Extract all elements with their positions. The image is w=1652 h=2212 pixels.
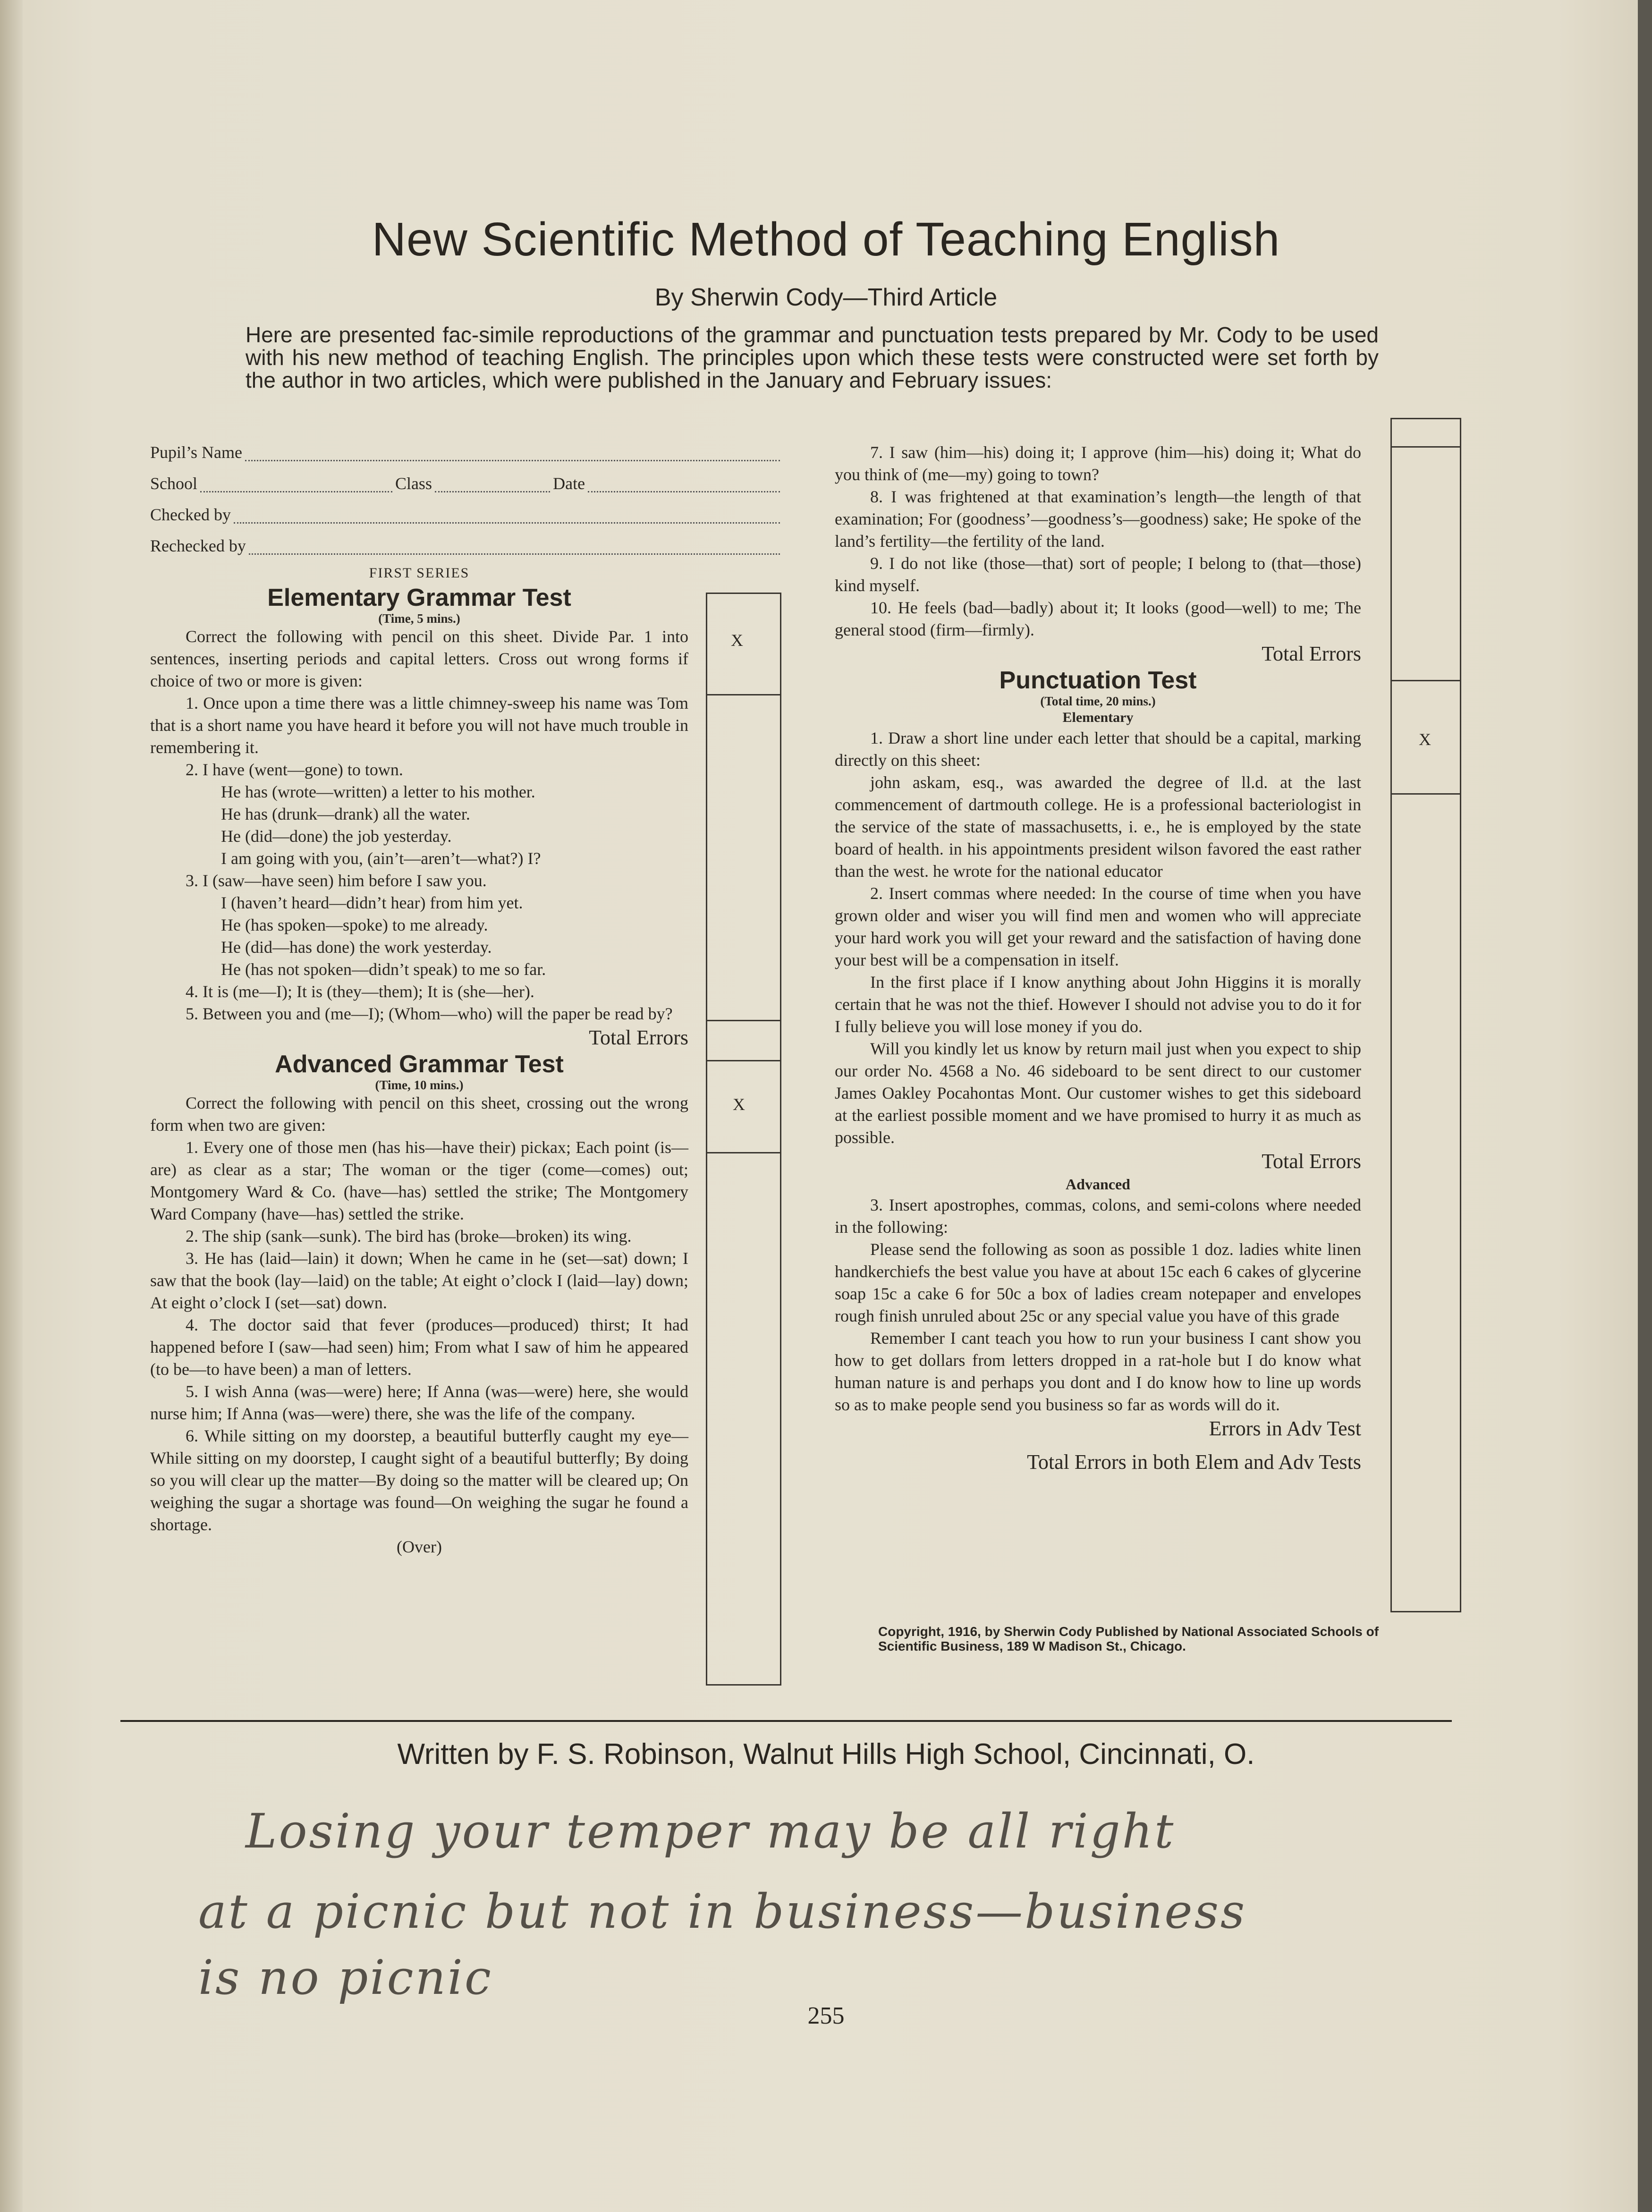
left-score-column [706,593,781,1686]
advanced-q6: 6. While sitting on my doorstep, a beautiful butterfly caught my eye—While sitting on my doorstep, I caught sight of a beautiful butterfly; By doing so you will clear up the matter—By doing so the matter will be cleared up; On weighing the sugar a shortage was found—On weighing the sugar he found a shortage. [150,1426,688,1534]
punctuation-elementary-label: Elementary [1062,710,1134,725]
score-divider [1390,680,1461,681]
binding-fold [0,0,23,2212]
right-score-column [1390,418,1461,1612]
school-label: School [150,474,198,493]
advanced-q5: 5. I wish Anna (was—were) here; If Anna (was—were) here, she would nurse him; If Anna (was—were) there, she was the life of the company. [150,1382,688,1423]
left-column [150,562,688,1558]
punctuation-q1: 1. Draw a short line under each letter that should be a capital, marking directly on this sheet: [835,729,1361,770]
advanced-time: (Time, 10 mins.) [375,1078,464,1092]
pupil-name-field[interactable] [150,437,783,468]
page-number: 255 [807,2002,845,2029]
punctuation-q3: 3. Insert apostrophes, commas, colons, and semi-colons where needed in the following: [835,1195,1361,1237]
article-title: New Scientific Method of Teaching English [372,213,1280,266]
advanced-total-errors: Total Errors [1262,642,1361,665]
score-divider [1390,793,1461,795]
advanced-q4: 4. The doctor said that fever (produces—produced) thirst; It had happened before I (saw—had seen) him; From what I saw of him he appeared (to be—to have been) a man of letters. [150,1315,688,1379]
school-field[interactable] [150,468,783,499]
elementary-q2a: 2. I have (went—gone) to town. [186,760,403,779]
checked-label: Checked by [150,505,231,524]
advanced-q7: 7. I saw (him—his) doing it; I approve (him—his) doing it; What do you think of (me—my) going to town? [835,443,1361,484]
punctuation-q2-para2: In the first place if I know anything about John Higgins it is morally certain that he was not the thief. However I should not advise you to do it for I fully believe you will lose money if you do. [835,973,1361,1036]
advanced-instructions: Correct the following with pencil on this sheet, crossing out the wrong form when two are given: [150,1093,688,1135]
article-intro: Here are presented fac-simile reproductions of the grammar and punctuation tests prepared by Mr. Cody to be used with his new method of teaching English. The principles upon which these tests were constructed were set forth by the author in two articles, which were published in the January and February issues: [246,322,1379,392]
rechecked-label: Rechecked by [150,536,246,555]
advanced-q8: 8. I was frightened at that examination’s length—the length of that examination; For (goodness’—goodness’s—goodness) sake; He spoke of the land’s fertility—the fertility of the land. [835,487,1361,551]
score-divider [706,1020,781,1021]
elementary-q2d: He (did—done) the job yesterday. [221,827,452,846]
total-errors-both: Total Errors in both Elem and Adv Tests [1027,1450,1361,1474]
score-divider [1390,446,1461,448]
punctuation-q2-para3: Will you kindly let us know by return mail just when you expect to ship our order No. 4568 a No. 46 sideboard to be sent direct to our customer James Oakley Pocahontas Mont. Our customer wishes to get this sideboard at the earliest possible moment and we have promised to hurry it as much as possible. [835,1039,1361,1147]
punctuation-q2: 2. Insert commas where needed: In the course of time when you have grown older and wiser you will find men and women who will appreciate your hard work you will get your reward and the satisfaction of having done your best will be a compensation in itself. [835,884,1361,969]
checked-field[interactable] [150,499,783,530]
punctuation-q1-text: john askam, esq., was awarded the degree of ll.d. at the last commencement of dartmouth college. He is a professional bacteriologist in the service of the state of massachusetts, i. e., he is employed by the state board of health. in his appointments president wilson favored the east rather than the west. he wrote for the national educator [835,773,1361,881]
x-mark: X [731,631,743,650]
x-mark: X [733,1095,745,1114]
over-label: (Over) [397,1537,442,1556]
elementary-title: Elementary Grammar Test [267,584,571,611]
punctuation-total-errors: Total Errors [1262,1150,1361,1173]
advanced-q9: 9. I do not like (those—that) sort of people; I belong to (that—those) kind myself. [835,554,1361,595]
elementary-q3c: He (has spoken—spoke) to me already. [221,915,488,934]
elementary-q3a: 3. I (saw—have seen) him before I saw you. [186,871,487,890]
punctuation-advanced-label: Advanced [1066,1176,1130,1193]
class-label: Class [395,474,432,493]
elementary-q2c: He has (drunk—drank) all the water. [221,805,470,823]
copyright-notice: Copyright, 1916, by Sherwin Cody Published by National Associated Schools of Scientific Business, 189 W Madison St., Chicago. [878,1624,1379,1653]
elementary-total-errors: Total Errors [589,1026,688,1049]
advanced-q2: 2. The ship (sank—sunk). The bird has (broke—broken) its wing. [186,1227,632,1246]
advanced-title: Advanced Grammar Test [275,1051,564,1078]
rechecked-field[interactable] [150,530,783,561]
elementary-q3e: He (has not spoken—didn’t speak) to me so far. [221,960,546,979]
pupil-name-label: Pupil’s Name [150,443,242,462]
punctuation-q3-para1: Please send the following as soon as possible 1 doz. ladies white linen handkerchiefs the best value you have at about 15c each 6 cakes of glycerine soap 15c a cake 6 for 50c a box of ladies cream notepaper and envelopes rough finish unruled about 25c or any special value you have of this grade [835,1240,1361,1325]
handwriting-line-3: is no picnic [198,1950,493,2005]
score-divider [706,1060,781,1061]
punctuation-title: Punctuation Test [999,667,1197,694]
page-edge [1638,0,1652,2212]
article-byline: By Sherwin Cody—Third Article [654,284,998,311]
x-mark: X [1419,730,1431,749]
elementary-q5: 5. Between you and (me—I); (Whom—who) will the paper be read by? [186,1004,673,1023]
series-label: FIRST SERIES [369,565,470,581]
score-divider [706,694,781,695]
score-divider [706,1152,781,1153]
footer-rule [120,1720,1452,1722]
pupil-form [150,437,783,561]
right-column [835,441,1361,1476]
punctuation-q3-para2: Remember I cant teach you how to run your business I cant show you how to get dollars from letters dropped in a rat-hole but I do know what human nature is and perhaps you dont and I do know how to line up words so as to make people send you business so far as words will do it. [835,1329,1361,1414]
adv-test-errors: Errors in Adv Test [1209,1417,1361,1440]
elementary-q2e: I am going with you, (ain’t—aren’t—what?) I? [221,849,541,868]
handwriting-line-1: Losing your temper may be all right [246,1804,1176,1859]
elementary-q1: 1. Once upon a time there was a little chimney-sweep his name was Tom that is a short name you have heard it before you will not have much trouble in remembering it. [150,694,688,757]
handwriting-line-2: at a picnic but not in business—business [198,1884,1247,1939]
elementary-q2b: He has (wrote—written) a letter to his mother. [221,782,535,801]
elementary-q3d: He (did—has done) the work yesterday. [221,938,492,957]
punctuation-time: (Total time, 20 mins.) [1040,694,1156,708]
elementary-time: (Time, 5 mins.) [378,611,460,626]
written-by: Written by F. S. Robinson, Walnut Hills High School, Cincinnati, O. [397,1738,1255,1771]
elementary-q4: 4. It is (me—I); It is (they—them); It is (she—her). [186,982,534,1001]
date-label: Date [553,474,585,493]
advanced-q1: 1. Every one of those men (has his—have their) pickax; Each point (is—are) as clear as a star; The woman or the tiger (come—comes) out; Montgomery Ward & Co. (have—has) settled the strike; The Montgomery Ward Company (have—has) settled the strike. [150,1138,688,1223]
advanced-q10: 10. He feels (bad—badly) about it; It looks (good—well) to me; The general stood (firm—firmly). [835,598,1361,639]
elementary-q3b: I (haven’t heard—didn’t hear) from him yet. [221,893,523,912]
advanced-q3: 3. He has (laid—lain) it down; When he came in he (set—sat) down; I saw that the book (lay—laid) on the table; At eight o’clock I (laid—lay) down; At eight o’clock I (set—sat) down. [150,1249,688,1312]
elementary-instructions: Correct the following with pencil on this sheet. Divide Par. 1 into sentences, inserting periods and capital letters. Cross out wrong forms if choice of two or more is given: [150,627,688,690]
